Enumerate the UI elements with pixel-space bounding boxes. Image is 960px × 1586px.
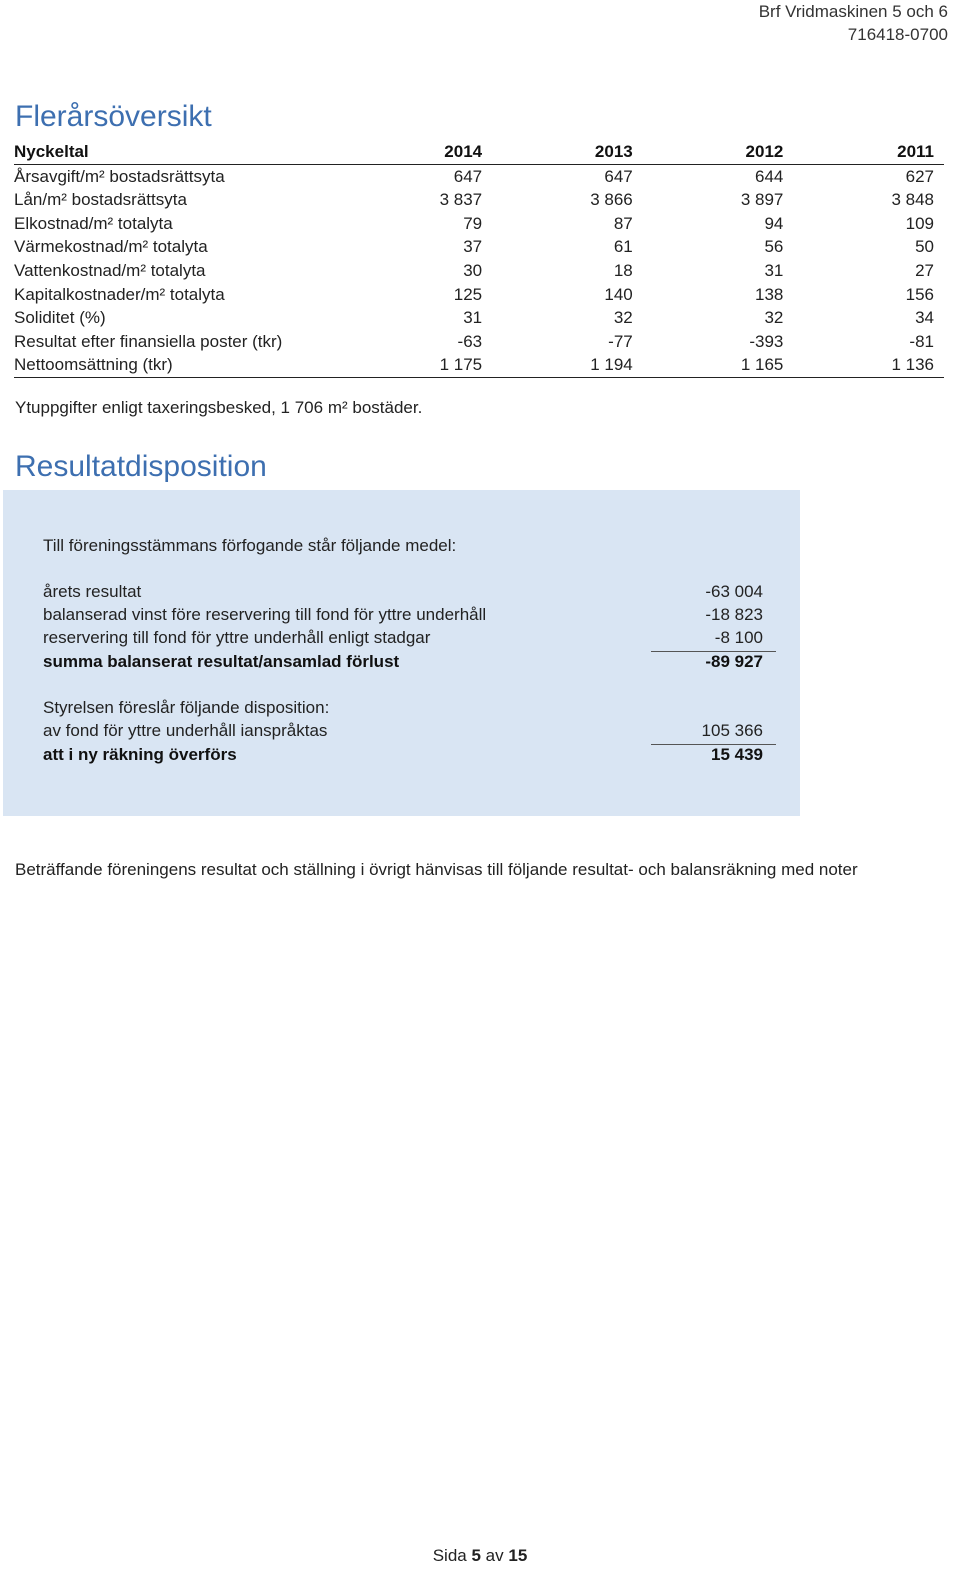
disposition-value: -18 823: [705, 605, 763, 624]
kpi-header-label: Nyckeltal: [14, 140, 342, 164]
kpi-value-cell: 3 848: [891, 190, 934, 210]
kpi-row-label: Värmekostnad/m² totalyta: [14, 237, 208, 257]
kpi-row-label: Kapitalkostnader/m² totalyta: [14, 284, 225, 304]
kpi-value-cell: 56: [764, 237, 784, 257]
kpi-table-row: [14, 259, 944, 283]
kpi-value-cell: 31: [764, 260, 784, 280]
proposal-row: [43, 721, 775, 744]
kpi-row-label: Soliditet (%): [14, 308, 106, 328]
org-name: Brf Vridmaskinen 5 och 6: [758, 2, 948, 21]
proposal-value: 105 366: [701, 721, 763, 740]
carry-forward-row: [43, 745, 775, 768]
document-header: [759, 0, 948, 46]
kpi-value-cell: 30: [463, 260, 483, 280]
kpi-table-row: [14, 235, 944, 259]
kpi-row-label: Lån/m² bostadsrättsyta: [14, 190, 187, 210]
kpi-table-row: [14, 212, 944, 236]
kpi-section-title: Flerårsöversikt: [15, 100, 212, 133]
proposal-intro: Styrelsen föreslår följande disposition:: [43, 698, 330, 717]
kpi-value-cell: 18: [613, 260, 633, 280]
kpi-value-cell: 647: [604, 166, 633, 186]
page-of-label: av: [485, 1546, 504, 1565]
org-number: 716418-0700: [847, 25, 948, 44]
page-total: 15: [508, 1546, 528, 1565]
kpi-value-cell: -81: [909, 331, 934, 351]
disposition-value: -8 100: [714, 628, 763, 647]
kpi-value-cell: 644: [755, 166, 784, 186]
page-number: [0, 1546, 960, 1566]
kpi-value-cell: -77: [608, 331, 633, 351]
kpi-value-cell: 37: [463, 237, 483, 257]
kpi-row-label: Vattenkostnad/m² totalyta: [14, 260, 206, 280]
kpi-row-label: Nettoomsättning (tkr): [14, 353, 342, 377]
proposal-label: av fond för yttre underhåll ianspråktas: [43, 721, 328, 740]
sum-value: -89 927: [705, 652, 763, 671]
disposition-value: -63 004: [705, 582, 763, 601]
kpi-value-cell: 94: [764, 213, 784, 233]
kpi-value-cell: 61: [613, 237, 633, 257]
kpi-value-cell: 34: [915, 308, 934, 328]
kpi-value-cell: 1 136: [793, 353, 944, 377]
carry-forward-label: att i ny räkning överförs: [43, 745, 237, 764]
kpi-row-label: Årsavgift/m² bostadsrättsyta: [14, 166, 225, 186]
kpi-value-cell: 647: [453, 166, 483, 186]
kpi-table-row: [14, 306, 944, 330]
kpi-value-cell: 87: [613, 213, 633, 233]
kpi-value-cell: 109: [905, 213, 934, 233]
disposition-label: reservering till fond för yttre underhåll enligt stadgar: [43, 628, 431, 647]
kpi-row-label: Resultat efter finansiella poster (tkr): [14, 331, 283, 351]
kpi-value-cell: 79: [463, 213, 483, 233]
kpi-header-year: 2013: [492, 140, 643, 164]
area-note: Ytuppgifter enligt taxeringsbesked, 1 706 m² bostäder.: [15, 398, 423, 417]
kpi-table: [14, 140, 944, 378]
carry-forward-value: 15 439: [711, 745, 763, 764]
disposition-row: [43, 605, 775, 628]
kpi-value-cell: 138: [755, 284, 784, 304]
disposition-label: årets resultat: [43, 582, 142, 601]
page-current: 5: [471, 1546, 481, 1565]
kpi-table-row: [14, 283, 944, 307]
kpi-value-cell: -63: [457, 331, 483, 351]
kpi-header-year: 2011: [793, 140, 944, 164]
kpi-value-cell: 32: [764, 308, 784, 328]
kpi-table-row: [14, 188, 944, 212]
reference-note: Beträffande föreningens resultat och ställning i övrigt hänvisas till följande resultat- och balansräkning med noter: [15, 860, 858, 879]
page-prefix: Sida: [432, 1546, 467, 1565]
disposition-row: [43, 628, 775, 651]
kpi-value-cell: 3 897: [740, 190, 784, 210]
result-section-title: Resultatdisposition: [15, 450, 267, 483]
kpi-value-cell: 3 866: [590, 190, 633, 210]
kpi-value-cell: 1 165: [643, 353, 794, 377]
sum-label: summa balanserat resultat/ansamlad förlust: [43, 652, 400, 671]
kpi-value-cell: 627: [905, 166, 934, 186]
kpi-table-row: [14, 330, 944, 354]
kpi-value-cell: 125: [453, 284, 483, 304]
kpi-header-year: 2012: [643, 140, 794, 164]
kpi-value-cell: 31: [463, 308, 483, 328]
disposition-sum-row: [43, 652, 775, 675]
disposition-intro: Till föreningsstämmans förfogande står följande medel:: [43, 536, 457, 555]
kpi-value-cell: 32: [613, 308, 633, 328]
kpi-value-cell: 27: [915, 260, 934, 280]
kpi-value-cell: 140: [604, 284, 633, 304]
kpi-header-year: 2014: [342, 140, 493, 164]
kpi-row-label: Elkostnad/m² totalyta: [14, 213, 173, 233]
kpi-table-row: [14, 353, 944, 377]
kpi-value-cell: 1 175: [342, 353, 493, 377]
disposition-label: balanserad vinst före reservering till fond för yttre underhåll: [43, 605, 487, 624]
kpi-table-header-row: [14, 140, 944, 164]
kpi-value-cell: 1 194: [492, 353, 643, 377]
kpi-value-cell: 50: [915, 237, 934, 257]
kpi-value-cell: -393: [749, 331, 784, 351]
disposition-row: [43, 582, 775, 605]
kpi-table-row: [14, 164, 944, 188]
disposition-box: [3, 490, 800, 816]
kpi-value-cell: 3 837: [439, 190, 483, 210]
kpi-value-cell: 156: [905, 284, 934, 304]
